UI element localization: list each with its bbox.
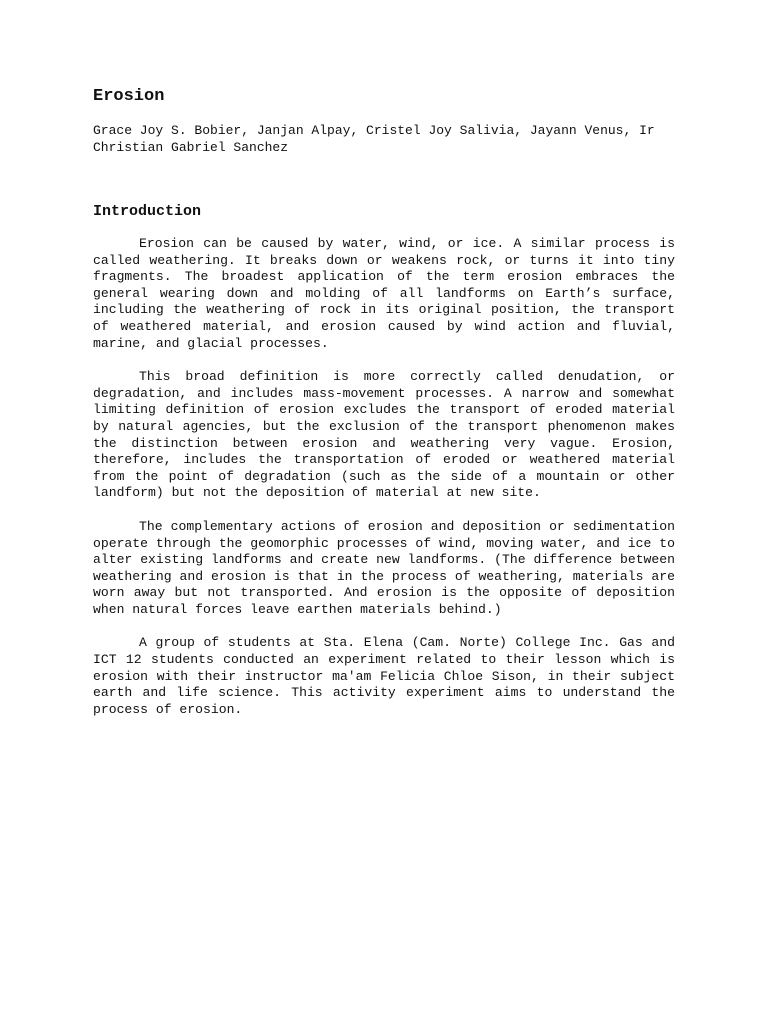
document-page — [93, 86, 675, 735]
paragraph: Erosion can be caused by water, wind, or ice. A similar process is called weathering. It breaks down or weakens rock, or turns it into tiny fragments. The broadest application of the term erosion embraces the general wearing down and molding of all landforms on Earth’s surface, including the weathering of rock in its original position, the transport of weathered material, and erosion caused by wind action and fluvial, marine, and glacial processes. — [93, 236, 675, 351]
section-heading: Introduction — [93, 203, 202, 220]
author-list: Grace Joy S. Bobier, Janjan Alpay, Cristel Joy Salivia, Jayann Venus, Ir Christian Gabriel Sanchez — [93, 123, 655, 155]
paragraph: A group of students at Sta. Elena (Cam. Norte) College Inc. Gas and ICT 12 students conducted an experiment related to their lesson which is erosion with their instructor ma'am Felicia Chloe Sison, in their subject earth and life science. This activity experiment aims to understand the process of erosion. — [93, 635, 675, 717]
paragraph: The complementary actions of erosion and deposition or sedimentation operate through the geomorphic processes of wind, moving water, and ice to alter existing landforms and create new landforms. (The difference between weathering and erosion is that in the process of weathering, materials are worn away but not transported. And erosion is the opposite of deposition when natural forces leave earthen materials behind.) — [93, 518, 675, 617]
paragraph: This broad definition is more correctly called denudation, or degradation, and includes mass-movement processes. A narrow and somewhat limiting definition of erosion excludes the transport of eroded material by natural agencies, but the exclusion of the transport phenomenon makes the distinction between erosion and weathering very vague. Erosion, therefore, includes the transportation of eroded or weathered material from the point of degradation (such as the side of a mountain or other landform) but not the deposition of material at new site. — [93, 369, 675, 501]
document-title: Erosion — [93, 87, 165, 106]
introduction-section — [93, 202, 675, 718]
